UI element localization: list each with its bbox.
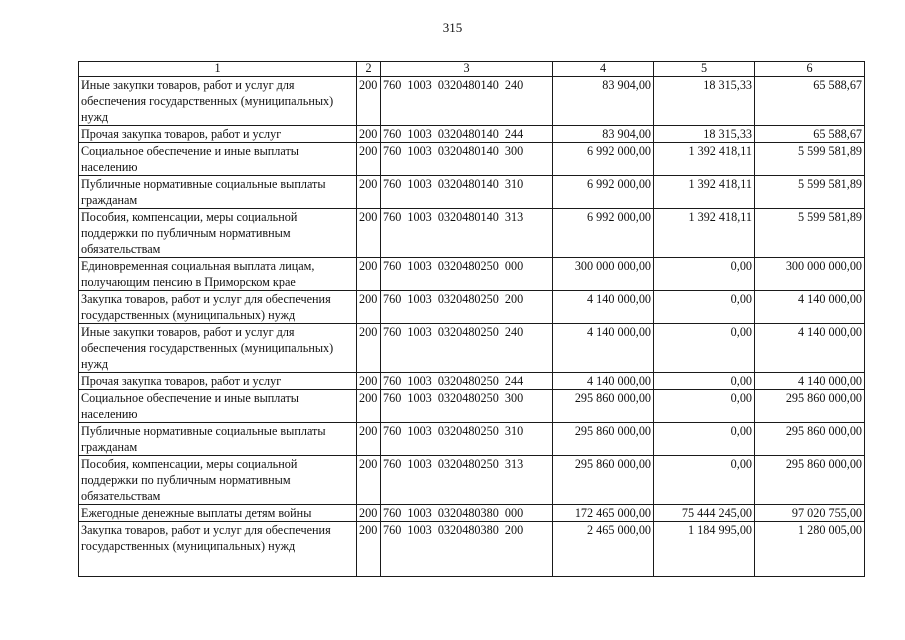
row-amount-col5: 1 392 418,11 xyxy=(654,176,755,209)
row-amount-col5: 0,00 xyxy=(654,324,755,373)
row-grbs-code: 200 xyxy=(357,324,381,373)
row-amount-col4: 83 904,00 xyxy=(553,126,654,143)
row-amount-col6: 65 588,67 xyxy=(755,77,865,126)
row-amount-col6: 4 140 000,00 xyxy=(755,291,865,324)
row-amount-col4: 172 465 000,00 xyxy=(553,505,654,522)
column-header: 2 xyxy=(357,62,381,77)
row-amount-col6: 5 599 581,89 xyxy=(755,176,865,209)
row-description: Иные закупки товаров, работ и услуг для обеспечения государственных (муниципальных) нужд xyxy=(79,324,357,373)
row-description: Публичные нормативные социальные выплаты гражданам xyxy=(79,423,357,456)
row-amount-col4: 6 992 000,00 xyxy=(553,209,654,258)
row-grbs-code: 200 xyxy=(357,77,381,126)
row-description: Социальное обеспечение и иные выплаты населению xyxy=(79,390,357,423)
row-amount-col4: 6 992 000,00 xyxy=(553,176,654,209)
row-amount-col4: 83 904,00 xyxy=(553,77,654,126)
column-header: 1 xyxy=(79,62,357,77)
row-description: Социальное обеспечение и иные выплаты населению xyxy=(79,143,357,176)
row-amount-col5: 0,00 xyxy=(654,373,755,390)
table-row xyxy=(79,390,865,423)
row-classification-codes: 760 1003 0320480250 300 xyxy=(381,390,553,423)
row-classification-codes: 760 1003 0320480250 310 xyxy=(381,423,553,456)
table-row xyxy=(79,505,865,522)
row-amount-col5: 0,00 xyxy=(654,423,755,456)
column-header: 4 xyxy=(553,62,654,77)
row-classification-codes: 760 1003 0320480250 240 xyxy=(381,324,553,373)
table-row xyxy=(79,522,865,577)
budget-table xyxy=(78,61,865,577)
row-amount-col6: 295 860 000,00 xyxy=(755,456,865,505)
row-amount-col4: 4 140 000,00 xyxy=(553,324,654,373)
row-description: Единовременная социальная выплата лицам, получающим пенсию в Приморском крае xyxy=(79,258,357,291)
row-amount-col5: 18 315,33 xyxy=(654,77,755,126)
row-amount-col5: 0,00 xyxy=(654,291,755,324)
row-classification-codes: 760 1003 0320480250 313 xyxy=(381,456,553,505)
row-amount-col4: 295 860 000,00 xyxy=(553,456,654,505)
row-amount-col5: 0,00 xyxy=(654,390,755,423)
row-classification-codes: 760 1003 0320480380 200 xyxy=(381,522,553,577)
row-amount-col5: 0,00 xyxy=(654,258,755,291)
row-amount-col4: 300 000 000,00 xyxy=(553,258,654,291)
table-row xyxy=(79,423,865,456)
row-amount-col6: 4 140 000,00 xyxy=(755,373,865,390)
row-amount-col5: 0,00 xyxy=(654,456,755,505)
row-classification-codes: 760 1003 0320480250 200 xyxy=(381,291,553,324)
row-amount-col6: 1 280 005,00 xyxy=(755,522,865,577)
row-grbs-code: 200 xyxy=(357,522,381,577)
column-header: 5 xyxy=(654,62,755,77)
table-row xyxy=(79,126,865,143)
table-header-row xyxy=(79,62,865,77)
row-amount-col5: 1 392 418,11 xyxy=(654,209,755,258)
row-amount-col6: 5 599 581,89 xyxy=(755,143,865,176)
row-amount-col4: 2 465 000,00 xyxy=(553,522,654,577)
row-amount-col6: 295 860 000,00 xyxy=(755,390,865,423)
row-amount-col6: 295 860 000,00 xyxy=(755,423,865,456)
row-amount-col6: 97 020 755,00 xyxy=(755,505,865,522)
row-classification-codes: 760 1003 0320480140 300 xyxy=(381,143,553,176)
row-amount-col4: 295 860 000,00 xyxy=(553,423,654,456)
row-grbs-code: 200 xyxy=(357,456,381,505)
row-description: Иные закупки товаров, работ и услуг для обеспечения государственных (муниципальных) нужд xyxy=(79,77,357,126)
row-grbs-code: 200 xyxy=(357,258,381,291)
row-description: Публичные нормативные социальные выплаты гражданам xyxy=(79,176,357,209)
row-classification-codes: 760 1003 0320480380 000 xyxy=(381,505,553,522)
row-grbs-code: 200 xyxy=(357,143,381,176)
row-grbs-code: 200 xyxy=(357,390,381,423)
row-classification-codes: 760 1003 0320480250 244 xyxy=(381,373,553,390)
row-grbs-code: 200 xyxy=(357,291,381,324)
row-amount-col5: 1 184 995,00 xyxy=(654,522,755,577)
row-grbs-code: 200 xyxy=(357,373,381,390)
row-classification-codes: 760 1003 0320480140 240 xyxy=(381,77,553,126)
table-row xyxy=(79,291,865,324)
row-description: Прочая закупка товаров, работ и услуг xyxy=(79,126,357,143)
table-row xyxy=(79,373,865,390)
row-grbs-code: 200 xyxy=(357,505,381,522)
row-description: Закупка товаров, работ и услуг для обеспечения государственных (муниципальных) нужд xyxy=(79,522,357,577)
table-row xyxy=(79,456,865,505)
row-description: Пособия, компенсации, меры социальной поддержки по публичным нормативным обязательствам xyxy=(79,209,357,258)
column-header: 3 xyxy=(381,62,553,77)
row-amount-col6: 4 140 000,00 xyxy=(755,324,865,373)
table-row xyxy=(79,324,865,373)
row-grbs-code: 200 xyxy=(357,126,381,143)
row-amount-col6: 65 588,67 xyxy=(755,126,865,143)
row-amount-col6: 5 599 581,89 xyxy=(755,209,865,258)
table-row xyxy=(79,143,865,176)
row-classification-codes: 760 1003 0320480140 313 xyxy=(381,209,553,258)
row-description: Закупка товаров, работ и услуг для обеспечения государственных (муниципальных) нужд xyxy=(79,291,357,324)
page-number: 315 xyxy=(442,20,463,35)
row-classification-codes: 760 1003 0320480140 244 xyxy=(381,126,553,143)
row-amount-col4: 6 992 000,00 xyxy=(553,143,654,176)
row-grbs-code: 200 xyxy=(357,209,381,258)
row-grbs-code: 200 xyxy=(357,176,381,209)
row-amount-col6: 300 000 000,00 xyxy=(755,258,865,291)
row-amount-col4: 295 860 000,00 xyxy=(553,390,654,423)
column-header: 6 xyxy=(755,62,865,77)
row-classification-codes: 760 1003 0320480250 000 xyxy=(381,258,553,291)
row-amount-col4: 4 140 000,00 xyxy=(553,373,654,390)
row-amount-col5: 75 444 245,00 xyxy=(654,505,755,522)
row-amount-col5: 1 392 418,11 xyxy=(654,143,755,176)
table-row xyxy=(79,209,865,258)
table-row xyxy=(79,176,865,209)
row-description: Ежегодные денежные выплаты детям войны xyxy=(79,505,357,522)
table-row xyxy=(79,77,865,126)
row-amount-col4: 4 140 000,00 xyxy=(553,291,654,324)
table-row xyxy=(79,258,865,291)
row-amount-col5: 18 315,33 xyxy=(654,126,755,143)
row-classification-codes: 760 1003 0320480140 310 xyxy=(381,176,553,209)
row-grbs-code: 200 xyxy=(357,423,381,456)
row-description: Прочая закупка товаров, работ и услуг xyxy=(79,373,357,390)
row-description: Пособия, компенсации, меры социальной поддержки по публичным нормативным обязательствам xyxy=(79,456,357,505)
